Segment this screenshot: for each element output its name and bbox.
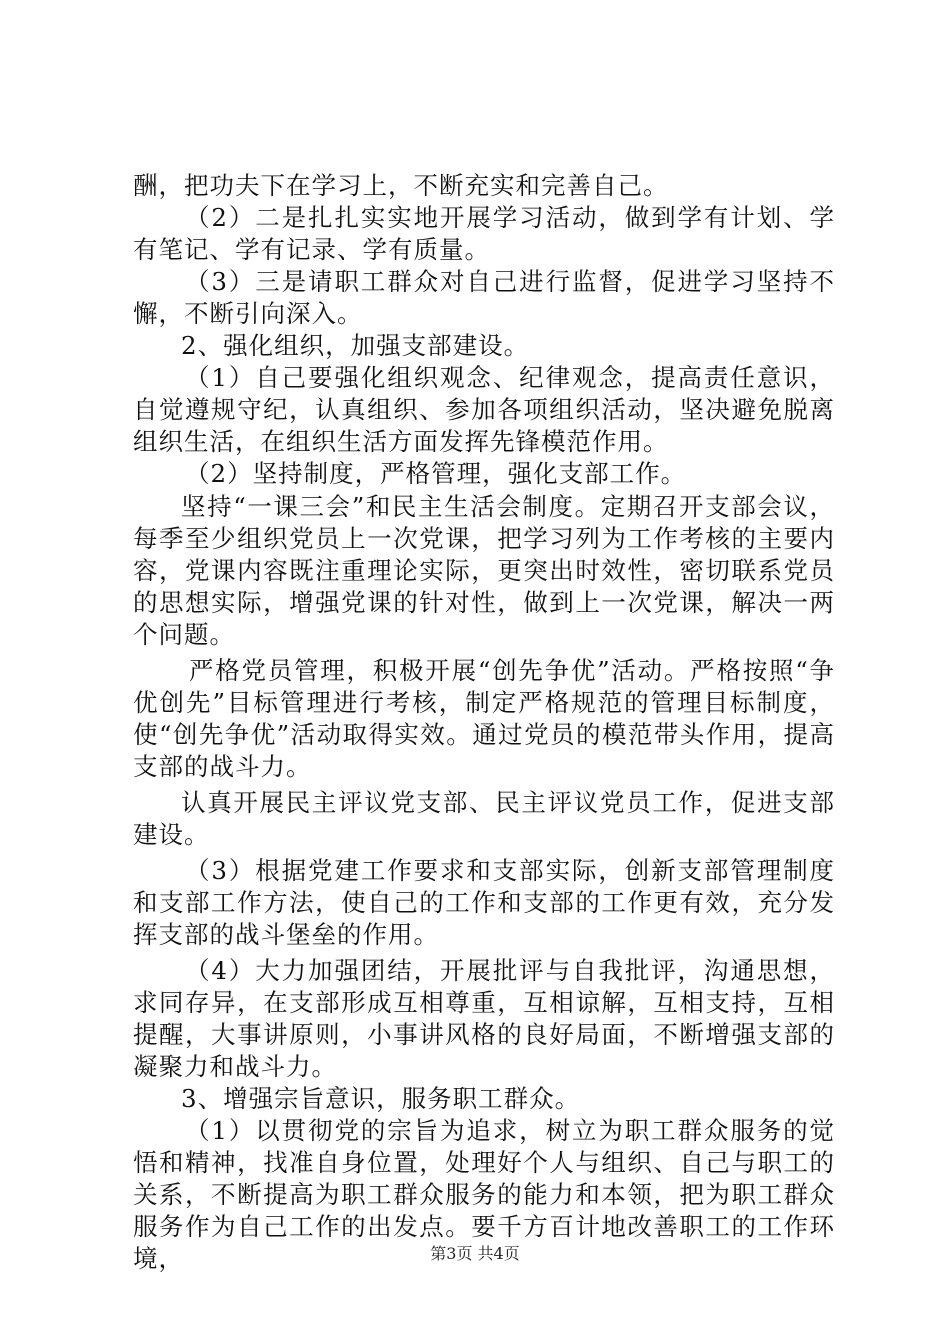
section-heading-2: 2、强化组织，加强支部建设。 bbox=[181, 331, 530, 360]
paragraph-item-2-4: （4）大力加强团结，开展批评与自我批评，沟通思想，求同存异，在支部形成互相尊重，互相谅解，互相支持，互相提醒，大事讲原则，小事讲风格的良好局面，不断增强支部的凝聚力和战斗力。 bbox=[133, 956, 835, 1081]
section-heading-3: 3、增强宗旨意识，服务职工群众。 bbox=[181, 1084, 581, 1113]
paragraph-one-lesson-three-meetings: 坚持“一课三会”和民主生活会制度。定期召开支部会议，每季至少组织党员上一次党课，把学习列为工作考核的主要内容，党课内容既注重理论实际，更突出时效性，密切联系党员的思想实际，增强党课的针对性，做到上一次党课，解决一两个问题。 bbox=[133, 492, 835, 649]
document-body bbox=[133, 170, 835, 1275]
paragraph-item-3-1: （1）以贯彻党的宗旨为追求，树立为职工群众服务的觉悟和精神，找准自身位置，处理好个人与组织、自己与职工的关系，不断提高为职工群众服务的能力和本领，把为职工群众服务作为自己工作的出发点。要千方百计地改善职工的工作环境， bbox=[133, 1116, 835, 1273]
paragraph-member-management: 严格党员管理，积极开展“创先争优”活动。严格按照“争优创先”目标管理进行考核，制定严格规范的管理目标制度，使“创先争优”活动取得实效。通过党员的模范带头作用，提高支部的战斗力。 bbox=[133, 656, 835, 781]
paragraph-item-1-2: （2）二是扎扎实实地开展学习活动，做到学有计划、学有笔记、学有记录、学有质量。 bbox=[133, 203, 835, 264]
paragraph-item-2-1: （1）自己要强化组织观念、纪律观念，提高责任意识，自觉遵规守纪，认真组织、参加各项组织活动，坚决避免脱离组织生活，在组织生活方面发挥先锋模范作用。 bbox=[133, 363, 835, 456]
page-number: 第3页 共4页 bbox=[430, 1244, 520, 1263]
paragraph-item-2-2: （2）坚持制度，严格管理，强化支部工作。 bbox=[185, 459, 687, 488]
paragraph-continuation: 酬，把功夫下在学习上，不断充实和完善自己。 bbox=[133, 171, 669, 200]
paragraph-item-2-3: （3）根据党建工作要求和支部实际，创新支部管理制度和支部工作方法，使自己的工作和支部的工作更有效，充分发挥支部的战斗堡垒的作用。 bbox=[133, 856, 835, 949]
paragraph-item-1-3: （3）三是请职工群众对自己进行监督，促进学习坚持不懈，不断引向深入。 bbox=[133, 267, 835, 328]
paragraph-democratic-evaluation: 认真开展民主评议党支部、民主评议党员工作，促进支部建设。 bbox=[133, 788, 835, 849]
